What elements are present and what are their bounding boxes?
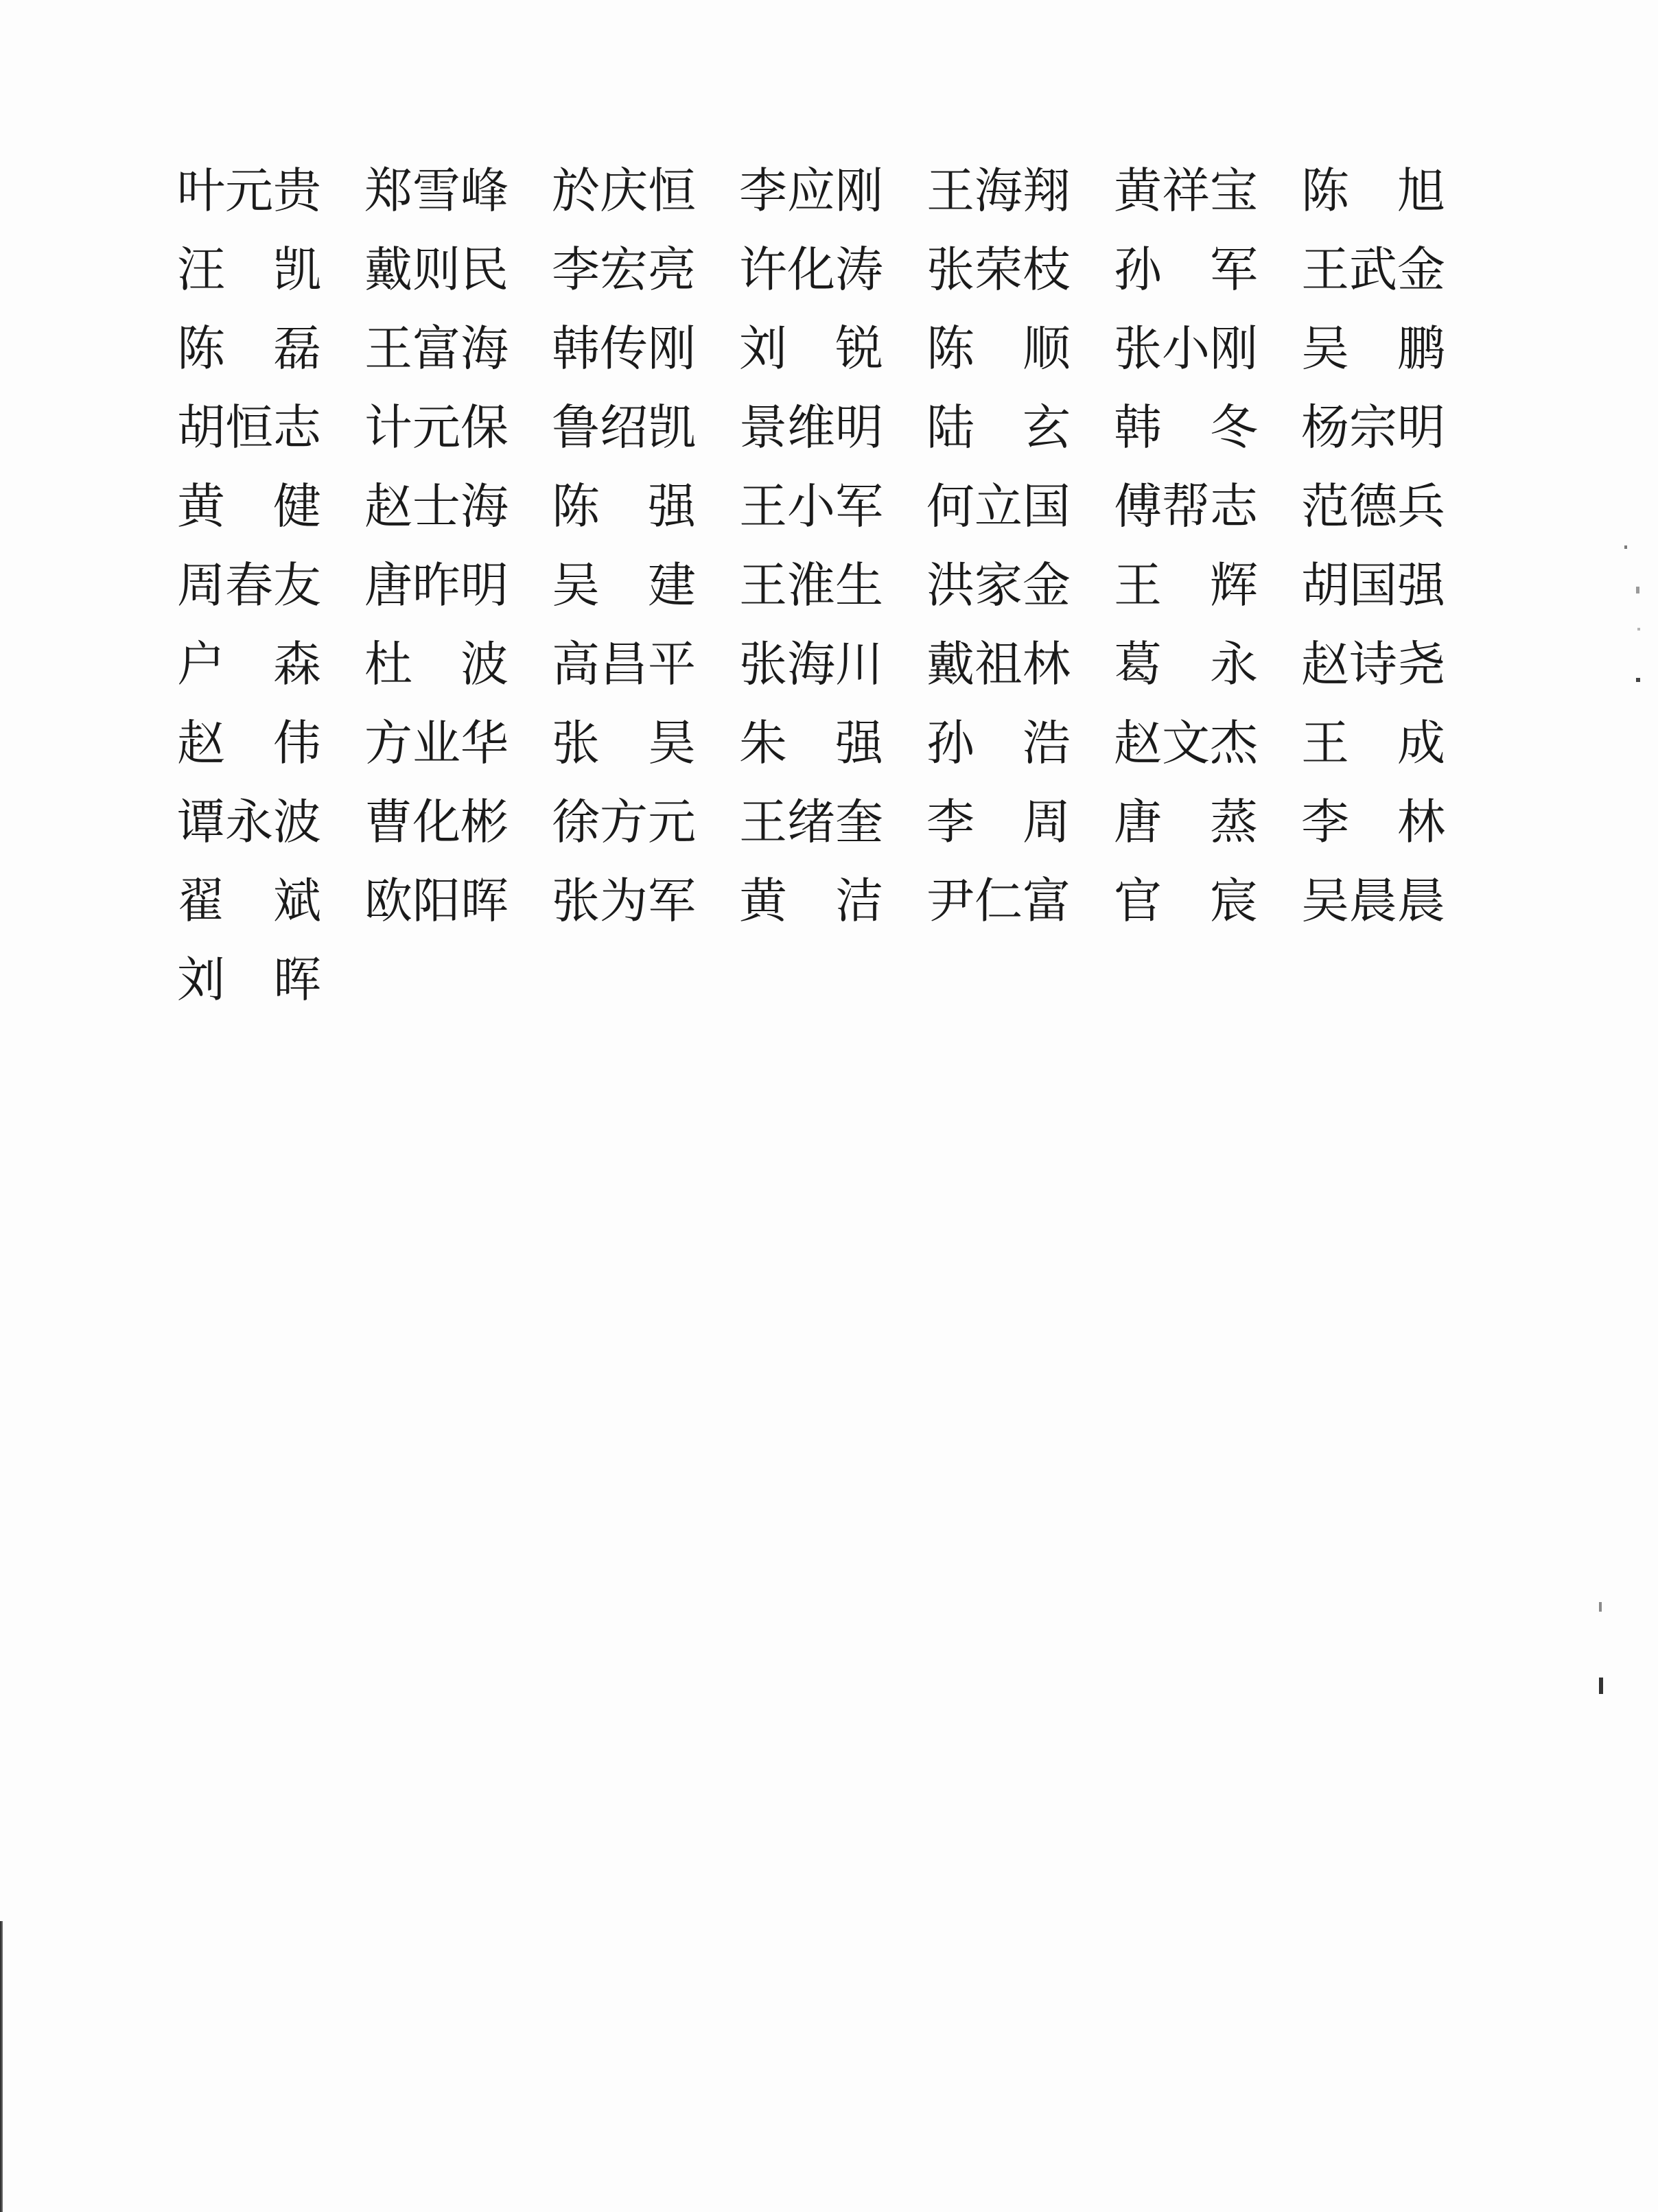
name-entry: 周 春 友 bbox=[177, 557, 321, 613]
name-entry: 王 绪 奎 bbox=[739, 794, 883, 850]
name-entry: 计 元 保 bbox=[364, 399, 509, 456]
name-entry: 孙 浩 bbox=[926, 715, 1071, 771]
name-entry: 洪 家 金 bbox=[926, 557, 1071, 613]
name-entry: 唐 昨 明 bbox=[364, 557, 509, 613]
name-entry: 王 成 bbox=[1301, 715, 1445, 771]
name-entry: 王 海 翔 bbox=[926, 163, 1071, 219]
name-entry: 官 宸 bbox=[1114, 873, 1258, 929]
name-entry: 张 昊 bbox=[552, 715, 696, 771]
name-entry: 李 林 bbox=[1301, 794, 1445, 850]
name-entry: 王 武 金 bbox=[1301, 242, 1445, 298]
name-entry: 方 业 华 bbox=[364, 715, 509, 771]
name-entry: 鲁 绍 凯 bbox=[552, 399, 696, 456]
name-entry: 黄 洁 bbox=[739, 873, 883, 929]
name-entry: 叶 元 贵 bbox=[177, 163, 321, 219]
name-entry: 胡 国 强 bbox=[1301, 557, 1445, 613]
name-entry: 张 为 军 bbox=[552, 873, 696, 929]
name-entry: 范 德 兵 bbox=[1301, 478, 1445, 534]
name-entry: 曹 化 彬 bbox=[364, 794, 509, 850]
name-entry: 欧 阳 晖 bbox=[364, 873, 509, 929]
name-entry: 汪 凯 bbox=[177, 242, 321, 298]
name-entry: 张 海 川 bbox=[739, 636, 883, 692]
scan-speck bbox=[1636, 587, 1639, 593]
name-entry: 戴 祖 林 bbox=[926, 636, 1071, 692]
name-entry: 郑 雪 峰 bbox=[364, 163, 509, 219]
name-entry: 陈 顺 bbox=[926, 320, 1071, 377]
name-entry: 徐 方 元 bbox=[552, 794, 696, 850]
name-entry: 陈 强 bbox=[552, 478, 696, 534]
name-entry: 尹 仁 富 bbox=[926, 873, 1071, 929]
name-entry: 王 小 军 bbox=[739, 478, 883, 534]
name-entry: 张 荣 枝 bbox=[926, 242, 1071, 298]
name-entry: 许 化 涛 bbox=[739, 242, 883, 298]
name-entry: 杨 宗 明 bbox=[1301, 399, 1445, 456]
name-entry: 吴 鹏 bbox=[1301, 320, 1445, 377]
name-entry: 刘 晖 bbox=[177, 952, 321, 1008]
name-entry: 唐 蒸 bbox=[1114, 794, 1258, 850]
name-entry: 戴 则 民 bbox=[364, 242, 509, 298]
name-entry: 赵 诗 尧 bbox=[1301, 636, 1445, 692]
name-entry: 赵 士 海 bbox=[364, 478, 509, 534]
scan-speck bbox=[1599, 1602, 1602, 1612]
name-entry: 陈 磊 bbox=[177, 320, 321, 377]
name-entry: 户 森 bbox=[177, 636, 321, 692]
name-entry: 刘 锐 bbox=[739, 320, 883, 377]
name-entry: 陈 旭 bbox=[1301, 163, 1445, 219]
name-entry: 李 应 刚 bbox=[739, 163, 883, 219]
name-list bbox=[177, 156, 1481, 1024]
name-entry: 杜 波 bbox=[364, 636, 509, 692]
name-entry: 黄 健 bbox=[177, 478, 321, 534]
name-entry: 於 庆 恒 bbox=[552, 163, 696, 219]
name-entry: 李 宏 亮 bbox=[552, 242, 696, 298]
name-entry: 张 小 刚 bbox=[1114, 320, 1258, 377]
name-entry: 何 立 国 bbox=[926, 478, 1071, 534]
name-entry: 李 周 bbox=[926, 794, 1071, 850]
scan-speck bbox=[1636, 678, 1640, 682]
name-entry: 吴 建 bbox=[552, 557, 696, 613]
name-entry: 王 辉 bbox=[1114, 557, 1258, 613]
name-entry: 赵 文 杰 bbox=[1114, 715, 1258, 771]
name-entry: 王 富 海 bbox=[364, 320, 509, 377]
scan-edge-shadow bbox=[0, 1921, 3, 2212]
name-entry: 王 淮 生 bbox=[739, 557, 883, 613]
name-entry: 高 昌 平 bbox=[552, 636, 696, 692]
scan-speck bbox=[1599, 1678, 1603, 1694]
name-entry: 韩 冬 bbox=[1114, 399, 1258, 456]
name-entry: 翟 斌 bbox=[177, 873, 321, 929]
name-entry: 黄 祥 宝 bbox=[1114, 163, 1258, 219]
name-entry: 赵 伟 bbox=[177, 715, 321, 771]
name-entry: 朱 强 bbox=[739, 715, 883, 771]
name-entry: 韩 传 刚 bbox=[552, 320, 696, 377]
name-entry: 谭 永 波 bbox=[177, 794, 321, 850]
name-entry: 景 维 明 bbox=[739, 399, 883, 456]
name-entry: 葛 永 bbox=[1114, 636, 1258, 692]
name-entry: 孙 军 bbox=[1114, 242, 1258, 298]
name-entry: 胡 恒 志 bbox=[177, 399, 321, 456]
name-entry: 陆 玄 bbox=[926, 399, 1071, 456]
scan-speck bbox=[1624, 545, 1627, 549]
name-entry: 吴 晨 晨 bbox=[1301, 873, 1445, 929]
scan-speck bbox=[1637, 628, 1640, 631]
name-entry: 傅 帮 志 bbox=[1114, 478, 1258, 534]
